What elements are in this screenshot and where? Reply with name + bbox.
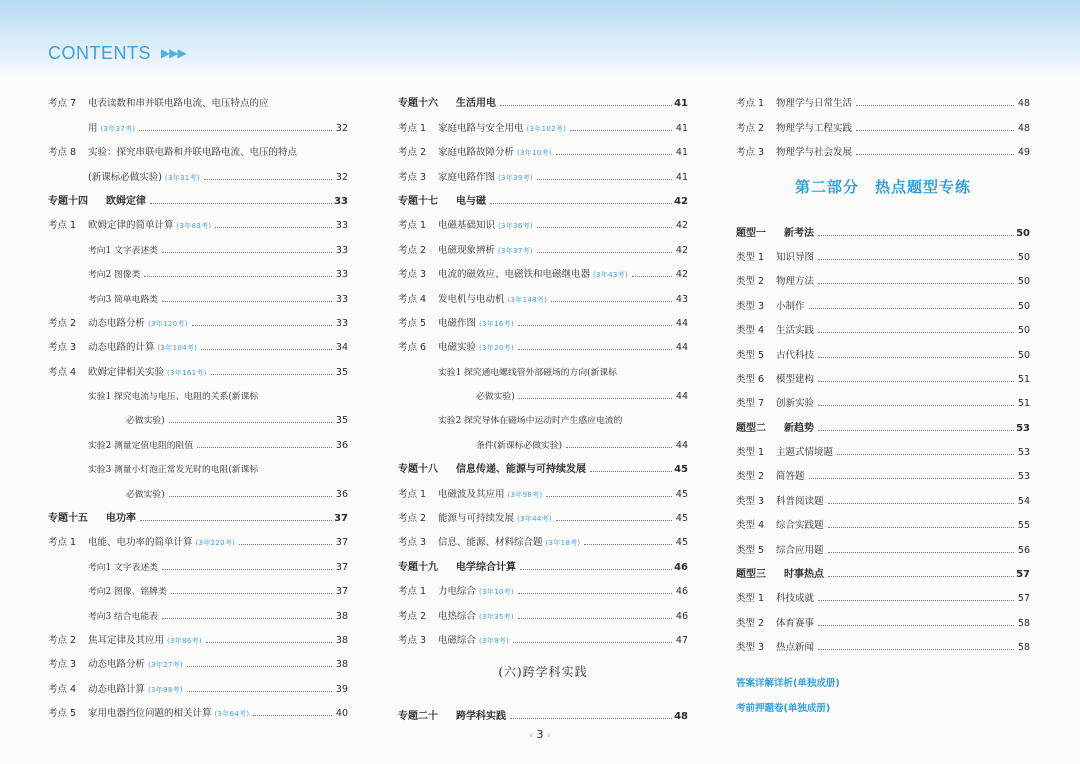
toc-entry[interactable]: 类型 5 综合应用题 56 xyxy=(736,544,1030,556)
toc-entry[interactable]: 类型 1 知识导图 50 xyxy=(736,251,1030,263)
page-number: 40 xyxy=(335,708,348,720)
exam-count-note: (3年16考) xyxy=(479,319,514,328)
page-number: 41 xyxy=(675,171,688,183)
page-number: 46 xyxy=(675,610,688,622)
toc-entry[interactable]: 考点 3 电磁综合 (3年9考) 47 xyxy=(398,634,688,646)
toc-entry-cont[interactable]: (新课标必做实验) (3年31考) 32 xyxy=(88,171,348,183)
page-number: 58 xyxy=(1017,617,1030,629)
toc-entry[interactable]: 考点 1 力电综合 (3年10考) 46 xyxy=(398,586,688,598)
toc-subentry-cont[interactable]: 必做实验) 36 xyxy=(126,488,348,500)
toc-entry[interactable]: 类型 6 模型建构 51 xyxy=(736,373,1030,385)
page-number: 36 xyxy=(335,439,348,451)
toc-topic[interactable]: 题型三 时事热点 57 xyxy=(736,569,1030,581)
toc-subentry[interactable]: 考向2 图像、铭牌类 37 xyxy=(88,586,348,598)
header-band xyxy=(0,0,1080,78)
exam-count-note: (3年9考) xyxy=(479,636,510,645)
page-number: 47 xyxy=(675,634,688,646)
toc-entry[interactable]: 考点 4 发电机与电动机 (3年148考) 43 xyxy=(398,293,688,305)
page-number: 37 xyxy=(334,513,348,525)
page-number: 38 xyxy=(335,634,348,646)
toc-column-2 xyxy=(398,85,688,722)
toc-entry[interactable]: 考点 3 信息、能源、材料综合题 (3年18考) 45 xyxy=(398,537,688,549)
toc-entry[interactable]: 考点 2 家庭电路故障分析 (3年10考) 41 xyxy=(398,147,688,159)
section-heading-six: (六)跨学科实践 xyxy=(498,665,588,680)
toc-subentry[interactable]: 实验2 探究导体在磁场中运动时产生感应电流的 xyxy=(438,416,623,427)
exam-count-note: (3年36考) xyxy=(498,222,533,231)
page-number: 44 xyxy=(675,391,688,403)
exam-count-note: (3年37考) xyxy=(100,124,136,133)
toc-entry[interactable]: 考点 4 动态电路计算 (3年98考) 39 xyxy=(48,683,348,695)
toc-topic[interactable]: 题型一 新考法 50 xyxy=(736,227,1030,239)
page-number: 45 xyxy=(674,464,688,476)
toc-entry[interactable]: 类型 3 热点新闻 58 xyxy=(736,642,1030,654)
exam-count-note: (3年220考) xyxy=(195,539,236,548)
toc-entry[interactable]: 考点 8 实验：探究串联电路和并联电路电流、电压的特点 xyxy=(48,147,298,159)
page-number: 43 xyxy=(675,293,688,305)
page-number: 41 xyxy=(675,122,688,134)
exam-count-note: (3年161考) xyxy=(167,368,207,377)
toc-subentry[interactable]: 考向1 文字表述类 37 xyxy=(88,561,348,573)
page-number: 55 xyxy=(1017,520,1030,532)
toc-topic[interactable]: 专题十八 信息传递、能源与可持续发展 45 xyxy=(398,464,688,476)
page-footer xyxy=(0,728,1080,741)
page-number: 42 xyxy=(675,244,688,256)
page-number: 45 xyxy=(675,488,688,500)
exam-count-note: (3年31考) xyxy=(164,173,200,182)
page-number: 57 xyxy=(1017,593,1030,605)
page-number: 45 xyxy=(675,537,688,549)
chevron-left-icon: ‹ xyxy=(529,731,533,741)
page-number: 37 xyxy=(335,561,348,573)
toc-entry[interactable]: 类型 5 古代科技 50 xyxy=(736,349,1030,361)
toc-column-3 xyxy=(736,85,1030,714)
toc-entry[interactable]: 类型 2 体育赛事 58 xyxy=(736,617,1030,629)
page-number: 50 xyxy=(1017,251,1030,263)
page-number: 35 xyxy=(335,415,348,427)
toc-entry[interactable]: 类型 1 科技成就 57 xyxy=(736,593,1030,605)
page-number: 54 xyxy=(1017,495,1030,507)
mock-exam-link[interactable]: 考前押题卷(单独成册) xyxy=(736,702,831,714)
page-number: 32 xyxy=(335,122,348,134)
toc-entry[interactable]: 考点 2 电磁现象辨析 (3年37考) 42 xyxy=(398,244,688,256)
exam-count-note: (3年44考) xyxy=(517,515,552,524)
page-number: 42 xyxy=(675,220,688,232)
toc-subentry-cont[interactable]: 必做实验) 44 xyxy=(476,391,688,403)
exam-count-note: (3年37考) xyxy=(498,246,533,255)
page-number: 42 xyxy=(674,195,688,207)
page-number: 51 xyxy=(1017,398,1030,410)
page-number: 46 xyxy=(675,586,688,598)
page-number: 33 xyxy=(335,317,348,329)
toc-topic[interactable]: 专题十九 电学综合计算 46 xyxy=(398,561,688,573)
exam-count-note: (3年10考) xyxy=(517,149,552,158)
toc-topic[interactable]: 专题二十 跨学科实践 48 xyxy=(398,711,688,723)
toc-entry[interactable]: 考点 1 电磁基础知识 (3年36考) 42 xyxy=(398,220,688,232)
exam-count-note: (3年39考) xyxy=(498,173,533,182)
page-number: 41 xyxy=(675,147,688,159)
toc-entry[interactable]: 考点 2 动态电路分析 (3年120考) 33 xyxy=(48,317,348,329)
page-number: 37 xyxy=(335,537,348,549)
exam-count-note: (3年98考) xyxy=(148,685,183,694)
page-number: 44 xyxy=(675,439,688,451)
toc-entry[interactable]: 考点 1 物理学与日常生活 48 xyxy=(736,98,1030,110)
toc-entry[interactable]: 考点 7 电表读数和串并联电路电流、电压特点的应 xyxy=(48,98,269,110)
page-number: 50 xyxy=(1017,300,1030,312)
toc-entry[interactable]: 类型 7 创新实验 51 xyxy=(736,398,1030,410)
chevron-right-icon: › xyxy=(547,731,551,741)
page-number: 50 xyxy=(1017,349,1030,361)
page-number: 33 xyxy=(335,244,348,256)
page-number: 44 xyxy=(675,317,688,329)
toc-topic[interactable]: 专题十五 电功率 37 xyxy=(48,513,348,525)
toc-subentry[interactable]: 考向3 结合电能表 38 xyxy=(88,610,348,622)
exam-count-note: (3年10考) xyxy=(479,588,514,597)
toc-entry[interactable]: 考点 2 电热综合 (3年35考) 46 xyxy=(398,610,688,622)
page-number: 48 xyxy=(674,711,688,723)
toc-topic[interactable]: 专题十七 电与磁 42 xyxy=(398,195,688,207)
toc-entry[interactable]: 考点 1 电磁波及其应用 (3年98考) 45 xyxy=(398,488,688,500)
toc-column-1 xyxy=(48,85,348,719)
page-number: 44 xyxy=(675,342,688,354)
toc-entry[interactable]: 类型 4 综合实践题 55 xyxy=(736,520,1030,532)
page-number: 38 xyxy=(335,610,348,622)
page-number: 46 xyxy=(674,561,688,573)
toc-entry[interactable]: 类型 3 小制作 50 xyxy=(736,300,1030,312)
toc-entry[interactable]: 考点 1 家庭电路与安全用电 (3年102考) 41 xyxy=(398,122,688,134)
toc-entry[interactable]: 考点 2 能源与可持续发展 (3年44考) 45 xyxy=(398,513,688,525)
exam-count-note: (3年98考) xyxy=(507,490,543,499)
toc-entry[interactable]: 类型 3 科普阅读题 54 xyxy=(736,495,1030,507)
toc-entry[interactable]: 考点 2 焦耳定律及其应用 (3年86考) 38 xyxy=(48,634,348,646)
toc-entry[interactable]: 考点 3 家庭电路作图 (3年39考) 41 xyxy=(398,171,688,183)
exam-count-note: (3年27考) xyxy=(148,661,183,670)
toc-subentry-cont[interactable]: 条件(新课标必做实验) 44 xyxy=(476,439,688,451)
exam-count-note: (3年64考) xyxy=(214,710,250,719)
page-number: 32 xyxy=(335,171,348,183)
contents-title: CONTENTS xyxy=(48,43,151,63)
page-number: 34 xyxy=(335,342,348,354)
page-number: 58 xyxy=(1017,642,1030,654)
page-number: 39 xyxy=(335,683,348,695)
toc-entry[interactable]: 考点 1 欧姆定律的简单计算 (3年83考) 33 xyxy=(48,220,348,232)
page-number: 33 xyxy=(335,269,348,281)
toc-subentry[interactable]: 考向3 简单电路类 33 xyxy=(88,293,348,305)
toc-entry[interactable]: 考点 4 欧姆定律相关实验 (3年161考) 35 xyxy=(48,366,348,378)
page-number: 53 xyxy=(1017,471,1030,483)
toc-entry[interactable]: 考点 3 动态电路的计算 (3年104考) 34 xyxy=(48,342,348,354)
toc-entry[interactable]: 考点 5 电磁作图 (3年16考) 44 xyxy=(398,317,688,329)
exam-count-note: (3年18考) xyxy=(545,539,581,548)
page-number: 45 xyxy=(675,513,688,525)
toc-subentry[interactable]: 考向1 文字表述类 33 xyxy=(88,244,348,256)
page-number: 53 xyxy=(1017,447,1030,459)
page-number: 56 xyxy=(1017,544,1030,556)
page-number: 41 xyxy=(674,98,688,110)
page-number: 33 xyxy=(335,293,348,305)
page-number: 57 xyxy=(1016,569,1030,581)
toc-entry[interactable]: 考点 6 电磁实验 (3年20考) 44 xyxy=(398,342,688,354)
page-number: 50 xyxy=(1017,325,1030,337)
toc-entry[interactable]: 考点 3 电流的磁效应、电磁铁和电磁继电器 (3年43考) 42 xyxy=(398,269,688,281)
toc-entry[interactable]: 类型 2 简答题 53 xyxy=(736,471,1030,483)
page-number: 42 xyxy=(675,269,688,281)
exam-count-note: (3年35考) xyxy=(479,612,514,621)
exam-count-note: (3年120考) xyxy=(148,319,188,328)
exam-count-note: (3年104考) xyxy=(157,344,198,353)
exam-count-note: (3年43考) xyxy=(593,271,628,280)
toc-topic[interactable]: 专题十六 生活用电 41 xyxy=(398,98,688,110)
toc-topic[interactable]: 专题十四 欧姆定律 33 xyxy=(48,195,348,207)
page-number-footer: 3 xyxy=(536,728,544,741)
page-number: 33 xyxy=(334,195,348,207)
toc-entry[interactable]: 类型 2 物理方法 50 xyxy=(736,276,1030,288)
toc-subentry[interactable]: 实验2 测量定值电阻的阻值 36 xyxy=(88,439,348,451)
toc-subentry[interactable]: 实验1 探究电流与电压、电阻的关系(新课标 xyxy=(88,392,259,403)
page-number: 53 xyxy=(1016,422,1030,434)
triple-arrow-icon: ▶▶▶ xyxy=(161,46,186,60)
page-number: 33 xyxy=(335,220,348,232)
page-number: 48 xyxy=(1017,122,1030,134)
page-number: 49 xyxy=(1017,147,1030,159)
page-number: 51 xyxy=(1017,373,1030,385)
toc-entry[interactable]: 考点 5 家用电器挡位问题的相关计算 (3年64考) 40 xyxy=(48,708,348,720)
toc-topic[interactable]: 题型二 新趋势 53 xyxy=(736,422,1030,434)
toc-entry-cont[interactable]: 用 (3年37考) 32 xyxy=(88,122,348,134)
toc-entry[interactable]: 类型 4 生活实践 50 xyxy=(736,325,1030,337)
answer-booklet-link[interactable]: 答案详解详析(单独成册) xyxy=(736,678,840,690)
toc-subentry[interactable]: 实验1 探究通电螺线管外部磁场的方向(新课标 xyxy=(438,367,617,378)
page-number: 35 xyxy=(335,366,348,378)
toc-entry[interactable]: 类型 1 主题式情境题 53 xyxy=(736,447,1030,459)
toc-entry[interactable]: 考点 3 动态电路分析 (3年27考) 38 xyxy=(48,659,348,671)
page-number: 50 xyxy=(1016,227,1030,239)
exam-count-note: (3年86考) xyxy=(167,636,202,645)
toc-subentry-cont[interactable]: 必做实验) 35 xyxy=(126,415,348,427)
exam-count-note: (3年20考) xyxy=(479,344,514,353)
toc-subentry[interactable]: 实验3 测量小灯泡正常发光时的电阻(新课标 xyxy=(88,465,259,476)
part-two-heading: 第二部分 热点题型专练 xyxy=(794,177,972,196)
toc-subentry[interactable]: 考向2 图像类 33 xyxy=(88,269,348,281)
toc-entry[interactable]: 考点 3 物理学与社会发展 49 xyxy=(736,147,1030,159)
page-number: 36 xyxy=(335,488,348,500)
page-number: 48 xyxy=(1017,98,1030,110)
exam-count-note: (3年148考) xyxy=(507,295,548,304)
toc-entry[interactable]: 考点 2 物理学与工程实践 48 xyxy=(736,122,1030,134)
exam-count-note: (3年83考) xyxy=(176,222,212,231)
exam-count-note: (3年102考) xyxy=(526,124,567,133)
page-number: 37 xyxy=(335,586,348,598)
toc-entry[interactable]: 考点 1 电能、电功率的简单计算 (3年220考) 37 xyxy=(48,537,348,549)
page-number: 50 xyxy=(1017,276,1030,288)
page-number: 38 xyxy=(335,659,348,671)
